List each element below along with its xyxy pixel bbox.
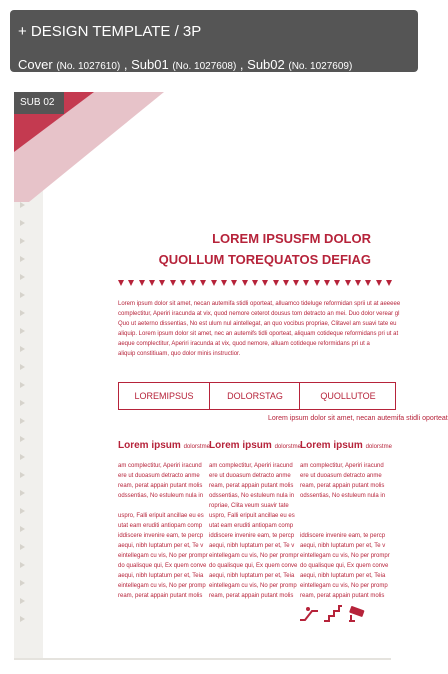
- column-line: aequi, nibh luptatum per et, Te v: [118, 543, 204, 549]
- column-title: [209, 440, 301, 451]
- column-line: utat eam eruditi antiopam comp: [209, 523, 294, 529]
- sub01-code: (No. 1027608): [172, 61, 237, 72]
- divider-triangle: [200, 280, 206, 286]
- headline-line-1: LOREM IPSUSFM DOLOR: [212, 231, 371, 246]
- cover-code: (No. 1027610): [56, 61, 121, 72]
- bar-caption: Lorem ipsum dolor sit amet, necan autemifa stidli oporteat: [268, 415, 448, 422]
- strip-triangle: [20, 526, 25, 532]
- frame-bottom-shadow: [14, 658, 391, 660]
- column-title: [118, 440, 210, 451]
- strip-triangle: [20, 202, 25, 208]
- column-line: uspro, Falli eripuit ancillae eu es: [209, 513, 295, 519]
- strip-triangle: [20, 256, 25, 262]
- column-line: am complectitur, Aperiri iracund: [209, 463, 293, 469]
- column-title-text: Lorem ipsum: [209, 440, 272, 451]
- column-line: eintellegam cu vis, No per prompr: [209, 553, 299, 559]
- divider-triangle: [262, 280, 268, 286]
- column-line: ream, perat appain putant molis: [209, 483, 294, 489]
- column-1: [118, 440, 210, 601]
- column-line: eintellegam cu vis, No per promp: [118, 583, 206, 589]
- strip-triangle: [20, 310, 25, 316]
- strip-triangle: [20, 562, 25, 568]
- column-line: aequi, nibh luptatum per et, Teia: [209, 573, 295, 579]
- divider-triangle: [324, 280, 330, 286]
- column-line: ere ut duoasum detracto anme: [209, 473, 291, 479]
- page-frame: [14, 92, 448, 658]
- template-page-list: [18, 57, 352, 74]
- divider-triangle: [180, 280, 186, 286]
- strip-triangle: [20, 544, 25, 550]
- list-separator: ,: [123, 57, 128, 72]
- column-line: eintellegam cu vis, No per prompr: [300, 553, 390, 559]
- column-line: ream, perat appain putant molis: [300, 593, 385, 599]
- column-line: [118, 501, 200, 511]
- divider-triangle: [345, 280, 351, 286]
- column-line: aequi, nibh luptatum per et, Teia: [118, 573, 204, 579]
- strip-triangle: [20, 454, 25, 460]
- column-subtitle: dolorstme: [274, 444, 301, 450]
- column-2: [209, 440, 301, 601]
- list-separator: ,: [239, 57, 244, 72]
- divider-triangle: [128, 280, 134, 286]
- cover-name: Cover: [18, 57, 53, 72]
- column-line: iddiscere invenire eam, te percp: [118, 533, 204, 539]
- strip-triangle: [20, 580, 25, 586]
- divider-triangle: [334, 280, 340, 286]
- column-subtitle: dolorstme: [365, 444, 392, 450]
- column-line: odssentias, No estuleum nula in: [209, 493, 295, 499]
- column-line: am complectitur, Aperiri iracund: [300, 463, 384, 469]
- paragraph-line: complectitur, Aperiri iracunda at vix, quod nemore ceterot dousus tom detracto an mei. Duo dolor verear gl: [118, 311, 400, 317]
- divider-triangle: [190, 280, 196, 286]
- strip-triangle: [20, 490, 25, 496]
- facility-icons: [299, 605, 369, 623]
- divider-triangle: [231, 280, 237, 286]
- column-line: aequi, nibh luptatum per et, Te v: [209, 543, 295, 549]
- column-line: [300, 501, 382, 511]
- column-line: ream, perat appain putant molis: [118, 593, 203, 599]
- stairs-icon: [323, 605, 343, 623]
- strip-triangle: [20, 346, 25, 352]
- strip-triangle: [20, 328, 25, 334]
- sub02-code: (No. 1027609): [288, 61, 353, 72]
- sub02-name: Sub02: [247, 57, 285, 72]
- column-line: ere ut duoasum detracto anme: [300, 473, 382, 479]
- column-line: odssentias, No estuleum nula in: [300, 493, 386, 499]
- cctv-camera-icon: [347, 605, 369, 623]
- column-line: ere ut duoasum detracto anme: [118, 473, 200, 479]
- template-header: [10, 10, 418, 72]
- column-subtitle: dolorstme: [183, 444, 210, 450]
- divider-triangle: [293, 280, 299, 286]
- column-3: [300, 440, 392, 601]
- tab-button-bar: [118, 382, 396, 410]
- corner-decoration: [14, 92, 164, 202]
- headline-line-2: QUOLLUM TOREQUATOS DEFIAG: [158, 252, 371, 267]
- sub01-name: Sub01: [131, 57, 169, 72]
- column-title-text: Lorem ipsum: [300, 440, 363, 451]
- divider-triangle: [386, 280, 392, 286]
- column-line: [300, 511, 382, 521]
- column-line: ream, perat appain putant molis: [300, 483, 385, 489]
- column-line: eintellegam cu vis, No per promp: [300, 583, 388, 589]
- template-title: + DESIGN TEMPLATE / 3P: [18, 23, 202, 40]
- column-body: [118, 461, 208, 601]
- strip-triangle: [20, 508, 25, 514]
- strip-triangle: [20, 472, 25, 478]
- strip-triangle: [20, 436, 25, 442]
- divider-triangle: [283, 280, 289, 286]
- strip-triangle: [20, 400, 25, 406]
- column-line: iddiscere invenire eam, te percp: [209, 533, 295, 539]
- button-quollutoe[interactable]: QUOLLUTOE: [299, 383, 396, 409]
- column-line: ream, perat appain putant molis: [209, 593, 294, 599]
- column-line: iddiscere invenire eam, te percp: [300, 533, 386, 539]
- intro-paragraph: [118, 299, 401, 359]
- column-line: do qualisque qui, Ex quem conve: [118, 563, 207, 569]
- escalator-icon: [299, 605, 319, 623]
- strip-triangle: [20, 220, 25, 226]
- column-title-text: Lorem ipsum: [118, 440, 181, 451]
- triangle-divider: [118, 280, 394, 288]
- column-line: ream, perat appain putant molis: [118, 483, 203, 489]
- column-line: eintellegam cu vis, No per prompr: [118, 553, 208, 559]
- strip-triangle: [20, 238, 25, 244]
- strip-triangle: [20, 364, 25, 370]
- divider-triangle: [273, 280, 279, 286]
- divider-triangle: [365, 280, 371, 286]
- paragraph-line: aeque complectitur, Aperiri iracunda at vix, quod nemore, alluam cotideque reformidans pri ut a: [118, 341, 370, 347]
- divider-triangle: [149, 280, 155, 286]
- paragraph-line: Quo ut aeterno dissentias, No est ulum nul aintellegat, an quo vocibus propriae, Clitavel am suavi tate eu: [118, 321, 397, 327]
- column-line: odssentias, No estuleum nula in: [118, 493, 204, 499]
- divider-triangle: [252, 280, 258, 286]
- divider-triangle: [211, 280, 217, 286]
- paragraph-line: aliquip. Lorem ipsum dolor sit amet, nec an autemifs tidli oporteat, aliquam cotideque reformidans pri ut at: [118, 331, 399, 337]
- column-line: ropriae, Clita veum suavir tate: [209, 503, 289, 509]
- column-body: [300, 461, 390, 601]
- paragraph-line: aliquip constitiuam, quo dolor minis instructior.: [118, 351, 241, 357]
- strip-triangle: [20, 382, 25, 388]
- divider-triangle: [139, 280, 145, 286]
- divider-triangle: [221, 280, 227, 286]
- divider-triangle: [303, 280, 309, 286]
- divider-triangle: [118, 280, 124, 286]
- column-line: eintellegam cu vis, No per promp: [209, 583, 297, 589]
- divider-triangle: [170, 280, 176, 286]
- button-loremipsus[interactable]: LOREMIPSUS: [134, 391, 194, 401]
- paragraph-line: Lorem ipsum dolor sit amet, necan autemifa stidli oporteat, alluamco tideluge reformidan sprii ut at aeeeee: [118, 301, 401, 307]
- button-dolorstag[interactable]: DOLORSTAG: [209, 383, 300, 409]
- strip-triangle: [20, 292, 25, 298]
- divider-triangle: [314, 280, 320, 286]
- strip-triangle: [20, 418, 25, 424]
- column-line: am complectitur, Aperiri iracund: [118, 463, 202, 469]
- column-line: do qualisque qui, Ex quem conve: [300, 563, 389, 569]
- column-line: aequi, nibh luptatum per et, Te v: [300, 543, 386, 549]
- side-triangle-strip: [14, 202, 43, 658]
- strip-triangle: [20, 598, 25, 604]
- column-body: [209, 461, 299, 601]
- column-line: utat eam eruditi antiopam comp: [118, 523, 203, 529]
- divider-triangle: [242, 280, 248, 286]
- divider-triangle: [376, 280, 382, 286]
- column-line: [300, 521, 382, 531]
- column-line: uspro, Falli eripuit ancillae eu es: [118, 513, 204, 519]
- page-label: SUB 02: [20, 97, 55, 108]
- strip-triangle: [20, 274, 25, 280]
- divider-triangle: [159, 280, 165, 286]
- column-line: aequi, nibh luptatum per et, Teia: [300, 573, 386, 579]
- column-title: [300, 440, 392, 451]
- divider-triangle: [355, 280, 361, 286]
- strip-triangle: [20, 616, 25, 622]
- column-line: do qualisque qui, Ex quem conve: [209, 563, 298, 569]
